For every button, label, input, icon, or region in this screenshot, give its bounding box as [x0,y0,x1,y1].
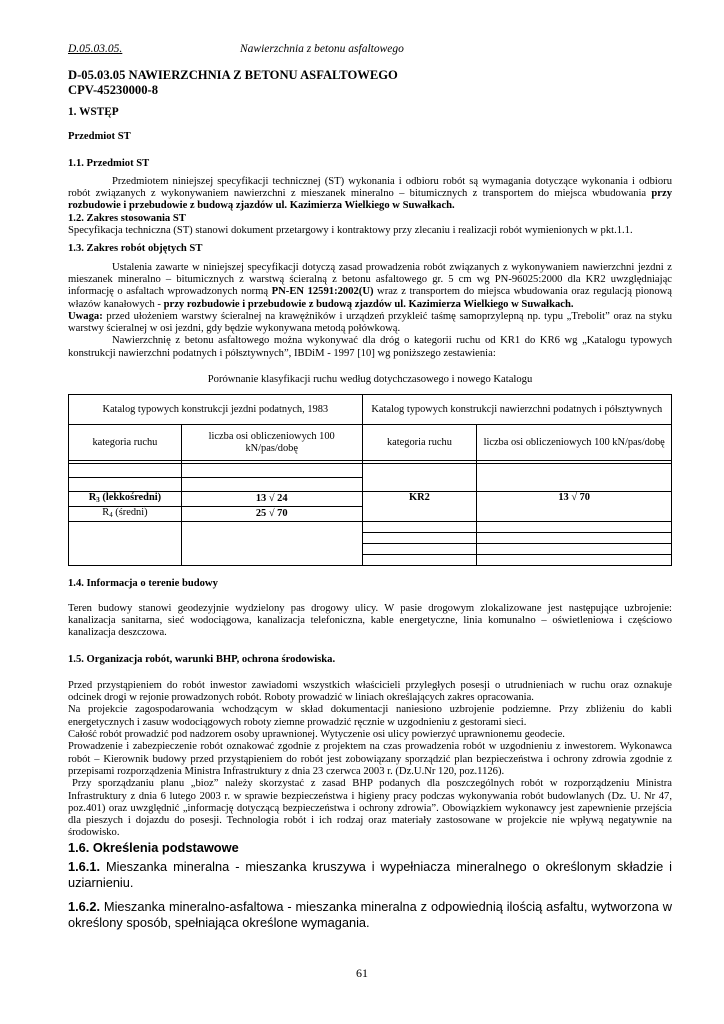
section-1-heading: 1. WSTĘP [68,106,119,118]
table-cell-kr2-value: 13 √ 70 [477,492,672,522]
section-1-5-paragraph-2: Na projekcie zagospodarowania wchodzącym w skład dokumentacji naniesiono uzbrojenie podziemne. Przy zbliżeniu do kabli energetycznych i zasuw wodociągowych roboty ziemne prowadzić ręcznie w uzgodnieniu z gestorami sieci. [68,704,672,728]
section-1-1-heading: 1.1. Przedmiot ST [68,157,150,169]
table-cell [477,522,672,533]
section-1-3-note: Uwaga: przed ułożeniem warstwy ścieralnej na krawężników i urządzeń przykleić taśmę samoprzylepną np. typu „Trebolit” oraz na styku warstwy ścieralnej w osi jezdni, gdy będzie wykonywana metodą połówkową. [68,310,672,335]
table-cell-r3-value: 13 √ 24 [181,492,362,507]
table-cell-r4: $R_4$ (średni) [69,507,182,522]
table-cell [477,464,672,492]
table-cell [69,478,182,492]
title-line-2: CPV-45230000-8 [68,82,159,97]
table-cell [181,464,362,478]
definition-1-6-1: 1.6.1. Mieszanka mineralna - mieszanka kruszywa i wypełniacza mineralnego o określonym składzie i uziarnieniu. [68,858,672,890]
section-1-5-paragraph-4: Prowadzenie i zabezpieczenie robót oznakować zgodnie z projektem na czas prowadzenia robót w uzgodnieniu z inwestorem. Wykonawca robót – Kierownik budowy przed przystąpieniem do robót jest zobowiązany sporządzić plan bezpieczeństwa i ochrony zdrowia zgodnie z przepisami rozporządzenia Ministra Infrastruktury z dnia 23 czerwca 2003 r. (Dz.U.Nr 120, poz.1126). [68,741,672,777]
section-1-5-paragraph-1: Przed przystąpieniem do robót inwestor zawiadomi wszystkich właścicieli przyległych posesji o utrudnieniach w ruchu oraz oznakuje odcinek drogi w rejonie prowadzonych robót. Roboty prowadzić w liniach określających zakres opracowania. [68,679,672,704]
section-1-5-heading: 1.5. Organizacja robót, warunki BHP, ochrona środowiska. [68,653,336,665]
table-cell-r3: $R_3$ (lekkośredni) [69,492,182,507]
section-1-4-heading: 1.4. Informacja o terenie budowy [68,578,218,590]
table-head-new-catalogue: Katalog typowych konstrukcji nawierzchni podatnych i półsztywnych [362,395,671,425]
table-cell [477,533,672,544]
page-number: 61 [356,966,368,980]
table-cell [477,544,672,555]
table-cell [477,555,672,566]
section-1-3-heading: 1.3. Zakres robót objętych ST [68,243,203,255]
table-cell [362,555,477,566]
section-1-3-paragraph-1: Ustalenia zawarte w niniejszej specyfikacji dotyczą zasad prowadzenia robót związanych z wykonywaniem nawierzchni jezdni z mieszanek mineralno – bitumicznych z warstwą ścieralną z betonu asfaltowego gr. 5 cm wg PN-96025:2000 dla KR2 uwzględniając informację o asfaltach wprowadzonych normą PN-EN 12591:2002(U) wraz z transportem do miejsca wbudowania oraz regulacją pionową włazów kanałowych - przy rozbudowie i przebudowie z budową zjazdów ul. Kazimierza Wielkiego w Suwałkach. [68,261,672,310]
table-cell [362,522,477,533]
section-1-3-paragraph-2: Nawierzchnię z betonu asfaltowego można wykonywać dla dróg o kategorii ruchu od KR1 do KR6 wg „Katalogu typowych konstrukcji nawierzchni podatnych i półsztywnych”, IBDiM - 1997 [10] wg poniższego zestawienia: [68,335,672,359]
section-1-1-text: Przedmiotem niniejszej specyfikacji technicznej (ST) wykonania i odbioru robót są wymagania dotyczące wykonania i odbioru robót związanych z wykonywaniem nawierzchni z mieszanek mineralno – bitumicznych z transportem do miejsca wbudowania przy rozbudowie i przebudowie z budową zjazdów ul. Kazimierza Wielkiego w Suwałkach. [68,175,672,212]
title-line-1: D-05.03.05 NAWIERZCHNIA Z BETONU ASFALTOWEGO [68,68,398,82]
table-cell [69,464,182,478]
document-body [68,66,672,931]
table-head-old-catalogue: Katalog typowych konstrukcji jezdni podatnych, 1983 [69,395,363,425]
traffic-category-table [68,394,672,566]
table-cell-kr2: KR2 [362,492,477,522]
section-1-subheading: Przedmiot ST [68,131,131,143]
table-col-axles-old: liczba osi obliczeniowych 100 kN/pas/dobę [181,425,362,461]
table-cell [362,544,477,555]
table-cell [69,522,182,566]
table-cell [181,478,362,492]
header-code: D.05.03.05. [68,43,123,55]
table-cell [181,522,362,566]
definition-1-6-2: 1.6.2. Mieszanka mineralno-asfaltowa - mieszanka mineralna z odpowiednią ilością asfaltu, wytworzona w określony sposób, spełniająca określone wymagania. [68,898,672,930]
table-caption: Porównanie klasyfikacji ruchu według dotychczasowego i nowego Katalogu [207,374,533,386]
header-name: Nawierzchnia z betonu asfaltowego [240,43,404,55]
table-col-category-new: kategoria ruchu [362,425,477,461]
table-col-category-old: kategoria ruchu [69,425,182,461]
document-title [68,68,672,97]
table-cell-r4-value: 25 √ 70 [181,507,362,522]
table-cell [362,533,477,544]
section-1-6-heading: 1.6. Określenia podstawowe [68,839,239,855]
table-cell [362,464,477,492]
section-1-5-paragraph-5: Przy sporządzaniu planu „bioz” należy skorzystać z zasad BHP podanych dla poszczególnych robót w rozporządzeniu Ministra Infrastruktury z dnia 6 lutego 2003 r. w sprawie bezpieczeństwa i higieny pracy podczas wykonywania robót budowlanych (Dz. U. Nr 47, poz.401) oraz uwzględnić „informację dotyczącą bezpieczeństwa i ochrony zdrowia”. Obowiązkiem wykonawcy jest zapewnienie przejścia dla pieszych i dojazdu do posesji. Technologia robót i ich rodzaj oraz materiały zastosowane w projekcie nie wpływą negatywnie na środowisko. [68,778,672,839]
section-1-2-heading: 1.2. Zakres stosowania ST [68,212,186,224]
section-1-2-text: Specyfikacja techniczna (ST) stanowi dokument przetargowy i kontraktowy przy zlecaniu i realizacji robót wymienionych w pkt.1.1. [68,225,633,237]
running-header [68,43,418,55]
section-1-4-text: Teren budowy stanowi geodezyjnie wydzielony pas drogowy ulicy. W pasie drogowym zlokalizowane jest następujące uzbrojenie: kanalizacja sanitarna, sieć wodociągowa, kanalizacja telefoniczna, kable energetyczne, linia komunalno – oświetleniowa i częściowo kanalizacja deszczowa. [68,602,672,639]
table-col-axles-new: liczba osi obliczeniowych 100 kN/pas/dobę [477,425,672,461]
section-1-5-paragraph-3: Całość robót prowadzić pod nadzorem osoby uprawnionej. Wytyczenie osi ulicy powierzyć uprawnionemu geodecie. [68,729,565,741]
